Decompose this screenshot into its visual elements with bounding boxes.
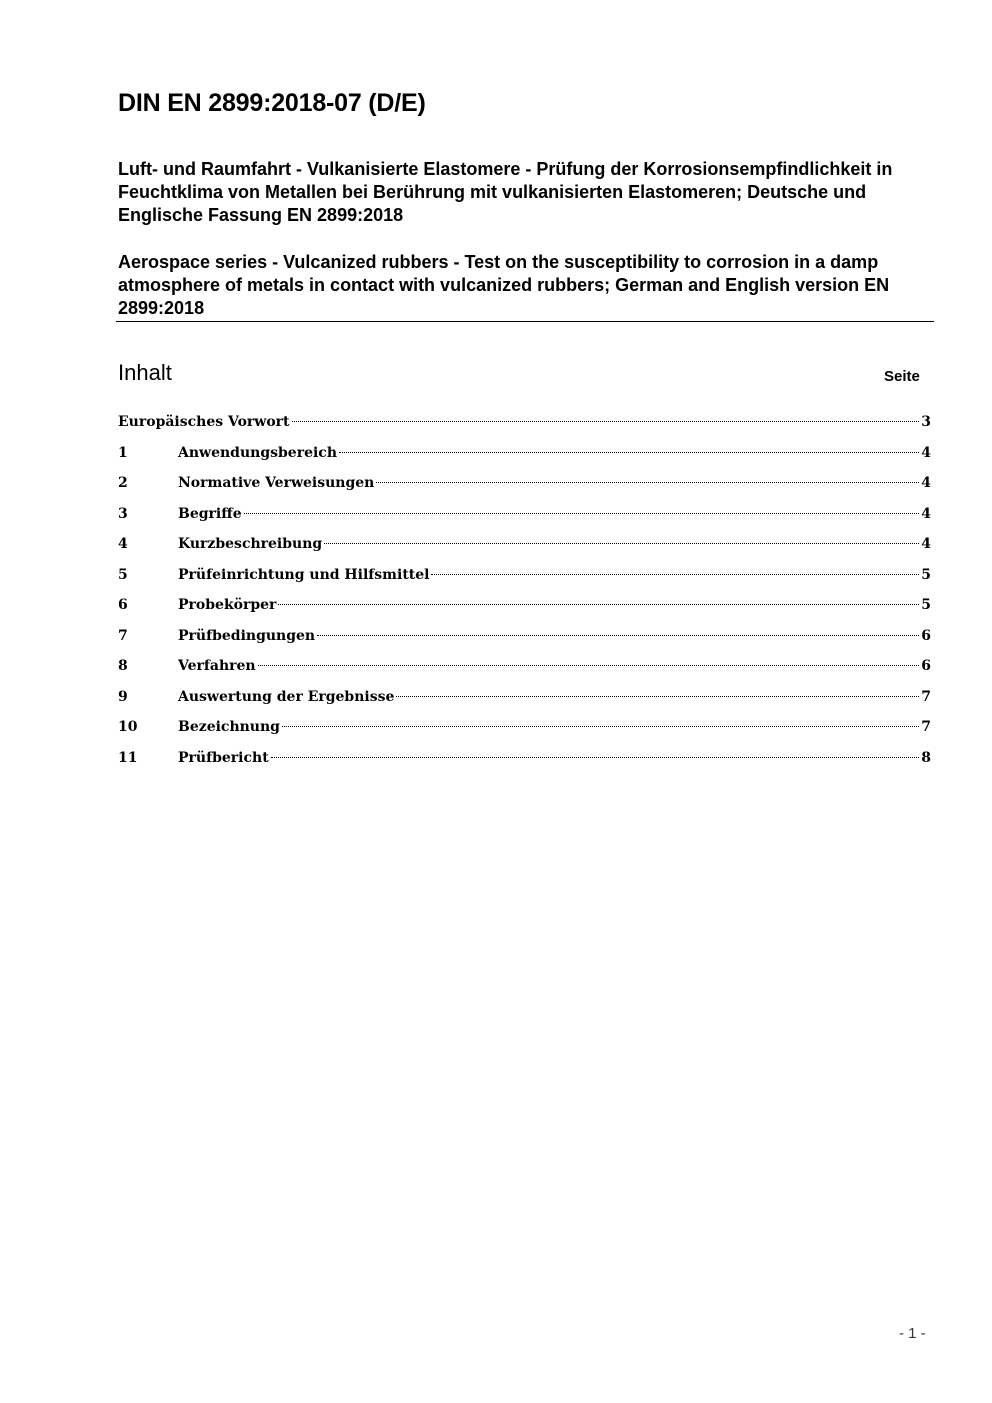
toc-entry-title: Prüfbericht xyxy=(178,749,269,766)
toc-entry-number: 2 xyxy=(118,475,128,491)
toc-dot-leader xyxy=(431,574,919,575)
toc-entry-number: 7 xyxy=(118,627,128,644)
toc-entry-title: Normative Verweisungen xyxy=(178,475,375,491)
toc-entry-page: 7 xyxy=(921,719,931,735)
toc-entry-title: Auswertung der Ergebnisse xyxy=(178,688,395,705)
toc-entry-title: Prüfbedingungen xyxy=(178,627,316,644)
toc-dot-leader xyxy=(317,635,919,636)
toc-dot-leader xyxy=(339,452,919,453)
toc-dot-leader xyxy=(258,665,920,666)
toc-entry-number: 6 xyxy=(118,597,128,613)
toc-dot-leader xyxy=(292,421,920,422)
toc-entry-number: 1 xyxy=(118,444,128,461)
toc-entry-title: Verfahren xyxy=(178,658,256,674)
toc-entry[interactable] xyxy=(118,597,931,628)
toc-entry[interactable] xyxy=(118,506,931,537)
toc-entry-page: 6 xyxy=(921,627,931,644)
toc-entry-page: 5 xyxy=(921,597,931,613)
subtitle-german: Luft- und Raumfahrt - Vulkanisierte Elastomere - Prüfung der Korrosionsempfindlichkeit in Feuchtklima von Metallen bei Berührung mit vulkanisierten Elastomeren; Deutsche und Englische Fassung EN 2899:2018 xyxy=(118,159,893,225)
toc-entry-number: 9 xyxy=(118,688,128,705)
toc-page-column-label: Seite xyxy=(884,368,920,385)
toc-entry-number: 5 xyxy=(118,566,128,583)
table-of-contents xyxy=(118,414,931,780)
toc-entry[interactable] xyxy=(118,689,931,720)
toc-entry[interactable] xyxy=(118,536,931,567)
toc-entry-number: 11 xyxy=(118,749,138,766)
toc-entry-page: 4 xyxy=(921,475,931,491)
toc-entry-title: Probekörper xyxy=(178,597,277,613)
toc-entry[interactable] xyxy=(118,750,931,781)
toc-heading: Inhalt xyxy=(118,360,172,385)
toc-entry-page: 5 xyxy=(921,566,931,583)
toc-entry[interactable] xyxy=(118,628,931,659)
toc-dot-leader xyxy=(282,726,919,727)
toc-dot-leader xyxy=(376,482,919,483)
toc-entry[interactable] xyxy=(118,567,931,598)
toc-entry-page: 4 xyxy=(921,505,931,522)
toc-dot-leader xyxy=(271,757,920,758)
title-divider xyxy=(116,321,934,322)
page-number: - 1 - xyxy=(899,1325,926,1342)
toc-entry-number: 3 xyxy=(118,505,128,522)
toc-entry-title: Bezeichnung xyxy=(178,719,280,735)
toc-entry[interactable] xyxy=(118,445,931,476)
toc-entry-page: 4 xyxy=(921,444,931,461)
toc-entry[interactable] xyxy=(118,475,931,506)
toc-entry[interactable] xyxy=(118,658,931,689)
toc-entry-page: 4 xyxy=(921,536,931,552)
toc-entry-title: Anwendungsbereich xyxy=(178,444,337,461)
toc-dot-leader xyxy=(278,604,919,605)
toc-entry-title: Begriffe xyxy=(178,505,242,522)
toc-entry-number: 8 xyxy=(118,658,128,674)
toc-entry-number: 10 xyxy=(118,719,138,735)
toc-entry-title: Europäisches Vorwort xyxy=(118,414,290,430)
toc-dot-leader xyxy=(244,513,920,514)
toc-entry-page: 6 xyxy=(921,658,931,674)
toc-dot-leader xyxy=(396,696,919,697)
toc-entry-title: Prüfeinrichtung und Hilfsmittel xyxy=(178,566,430,583)
toc-entry-number: 4 xyxy=(118,536,128,552)
toc-entry[interactable] xyxy=(118,719,931,750)
toc-entry[interactable] xyxy=(118,414,931,445)
toc-entry-page: 8 xyxy=(921,749,931,766)
toc-dot-leader xyxy=(324,543,919,544)
toc-entry-page: 7 xyxy=(921,688,931,705)
document-title: DIN EN 2899:2018-07 (D/E) xyxy=(118,89,426,117)
toc-entry-page: 3 xyxy=(921,414,931,430)
toc-entry-title: Kurzbeschreibung xyxy=(178,536,323,552)
subtitle-english: Aerospace series - Vulcanized rubbers - Test on the susceptibility to corrosion in a damp atmosphere of metals in contact with vulcanized rubbers; German and English version EN 2899:2018 xyxy=(118,252,890,318)
